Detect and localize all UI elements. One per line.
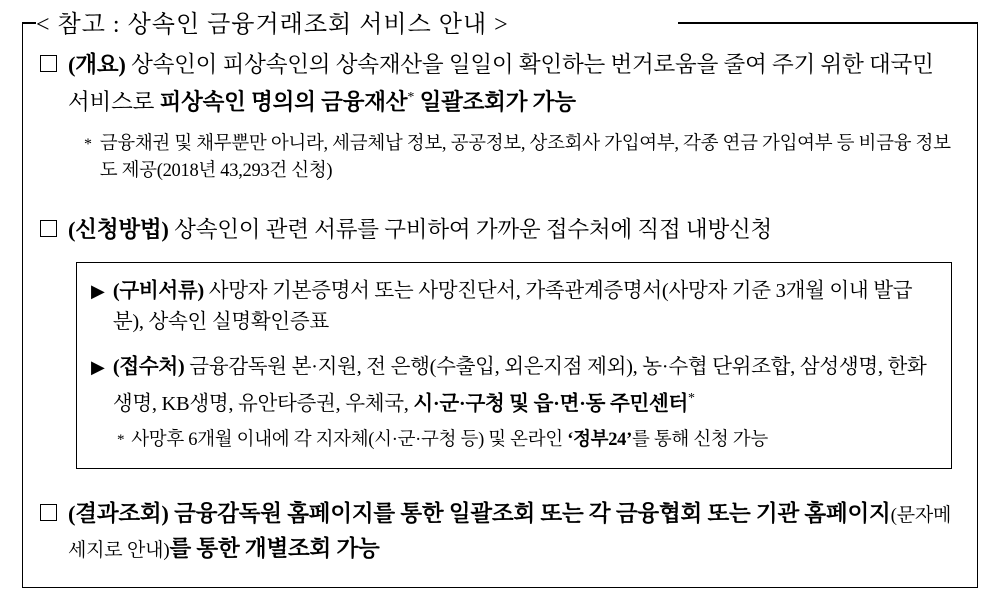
clause-result-inquiry xyxy=(40,497,956,567)
detail-reception-bold-tail: 시·군·구청 및 읍·면·동 주민센터 xyxy=(413,392,689,415)
clause-overview-bold-tail-2: 일괄조회가 가능 xyxy=(414,89,576,115)
clause-application-method-text xyxy=(68,213,772,246)
clause-overview-body: 상속인이 피상속인의 상속재산을 일일이 확인하는 번거로움을 줄여 주기 위한 대국민 서비스로 xyxy=(68,52,934,115)
footnote-star-icon: * xyxy=(84,135,92,153)
triangle-bullet-icon: ▶ xyxy=(91,356,105,377)
detail-reception-label: (접수처) xyxy=(112,355,185,378)
clause-application-method xyxy=(40,213,956,246)
clause-overview-label: (개요) xyxy=(68,52,126,77)
checkbox-icon xyxy=(40,504,57,521)
clause-result-body-2: 를 통한 개별조회 가능 xyxy=(169,536,380,562)
detail-documents-label: (구비서류) xyxy=(112,279,204,302)
detail-item-reception xyxy=(91,352,935,420)
clause-result-body-1: 금융감독원 홈페이지를 통한 일괄조회 또는 각 금융협회 또는 기관 홈페이지 xyxy=(168,501,891,527)
footnote-marker: * xyxy=(407,90,415,105)
document-content xyxy=(22,22,978,588)
checkbox-icon xyxy=(40,220,57,237)
details-footnote-part-1: 사망후 6개월 이내에 각 지자체(시·군·구청 등) 및 온라인 xyxy=(131,430,568,451)
overview-footnote xyxy=(84,131,956,185)
details-footnote-part-2: 를 통해 신청 가능 xyxy=(631,430,768,451)
footnote-marker: * xyxy=(688,390,695,406)
detail-item-documents xyxy=(91,276,935,338)
clause-result-inquiry-text xyxy=(68,497,956,567)
clause-application-label: (신청방법) xyxy=(68,216,169,242)
document-title: < 참고 : 상속인 금융거래조회 서비스 안내 > xyxy=(36,12,509,38)
details-footnote-text xyxy=(131,427,768,454)
spacer xyxy=(91,342,935,352)
details-footnote xyxy=(117,427,935,454)
clause-result-paren: (문자메세지로 안내) xyxy=(68,505,952,562)
clause-overview-text xyxy=(68,48,956,119)
triangle-bullet-icon: ▶ xyxy=(91,280,105,301)
detail-reception-body: 금융감독원 본·지원, 전 은행(수출입, 외은지점 제외), 농·수협 단위조합, 삼성생명, 한화생명, KB생명, 유안타증권, 우체국, xyxy=(112,355,927,415)
spacer xyxy=(40,469,956,497)
clause-application-body: 상속인이 관련 서류를 구비하여 가까운 접수처에 직접 내방신청 xyxy=(168,216,773,242)
details-footnote-emphasis: ‘정부24’ xyxy=(567,430,632,451)
detail-item-reception-text xyxy=(113,352,935,420)
checkbox-icon xyxy=(40,55,57,72)
footnote-star-icon: * xyxy=(117,432,125,449)
clause-overview-bold-tail: 피상속인 명의의 금융재산 xyxy=(159,89,408,115)
detail-documents-body: 사망자 기본증명서 또는 사망진단서, 가족관계증명서(사망자 기준 3개월 이내 발급분), 상속인 실명확인증표 xyxy=(112,279,913,333)
detail-item-documents-text xyxy=(113,276,935,338)
overview-footnote-text: 금융채권 및 채무뿐만 아니라, 세금체납 정보, 공공정보, 상조회사 가입여부, 각종 연금 가입여부 등 비금융 정보도 제공(2018년 43,293건 신청) xyxy=(99,133,951,181)
clause-overview xyxy=(40,48,956,119)
details-box xyxy=(76,262,952,470)
spacer xyxy=(40,185,956,213)
clause-result-label: (결과조회) xyxy=(68,501,169,527)
